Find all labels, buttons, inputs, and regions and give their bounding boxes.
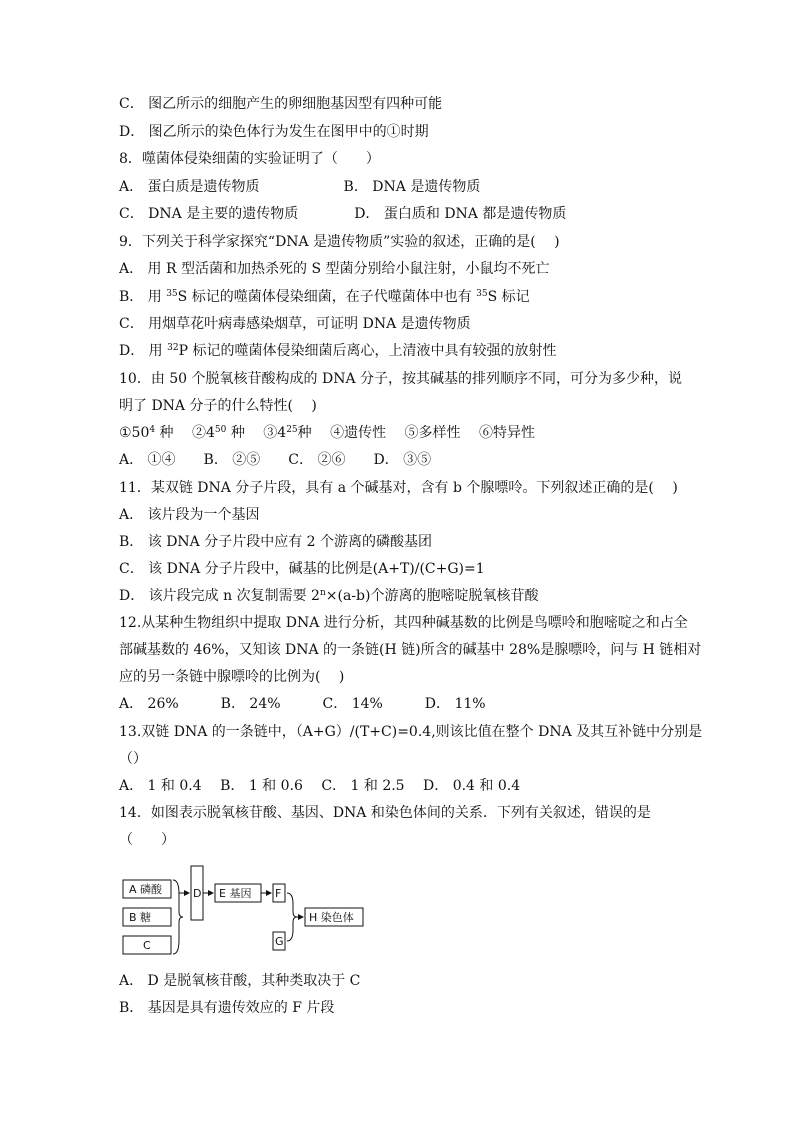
q8-options-ab: A． 蛋白质是遗传物质 B． DNA 是遗传物质 [119,179,481,195]
q13-answers: A． 1 和 0.4 B． 1 和 0.6 C． 1 和 2.5 D． 0.4 和 0.4 [119,778,521,794]
box-g-label: G [275,935,284,948]
box-h-label: H 染色体 [309,911,354,924]
q12-stem-line3: 应的另一条链中腺嘌呤的比例为( ) [119,669,345,685]
q14-option-a: A． D 是脱氧核苷酸，其种类取决于 C [119,973,361,989]
q9-option-a: A． 用 R 型活菌和加热杀死的 S 型菌分别给小鼠注射，小鼠均不死亡 [119,261,550,277]
q11-option-b: B． 该 DNA 分子片段中应有 2 个游离的磷酸基团 [119,534,433,550]
q11-option-c: C． 该 DNA 分子片段中，碱基的比例是(A+T)/(C+G)=1 [119,561,485,577]
relationship-diagram [119,862,369,962]
q14-option-b: B． 基因是具有遗传效应的 F 片段 [119,1000,335,1016]
q10-answers: A． ①④ B． ②⑤ C． ②⑥ D． ③⑤ [119,452,432,468]
q10-stem-line1: 10．由 50 个脱氧核苷酸构成的 DNA 分子，按其碱基的排列顺序不同，可分为多少种，说 [119,371,683,387]
box-b-label: B 糖 [129,911,152,924]
box-f-label: F [275,887,282,900]
q8-stem: 8．噬菌体侵染细菌的实验证明了（ ） [119,151,380,167]
box-a-label: A 磷酸 [129,883,163,896]
q9-option-b: B． 用 $^{35}$S 标记的噬菌体侵染细菌，在子代噬菌体中也有 $^{35}$S 标记 [119,289,530,305]
q14-stem-line2: （ ） [119,832,175,848]
q13-stem-line1: 13.双链 DNA 的一条链中，（A+G）/(T+C)=0.4,则该比值在整个 DNA 及其互补链中分别是 [119,724,703,740]
brace-abc [173,880,183,954]
box-e-label: E 基因 [219,887,252,900]
q10-choices: $①50^4$ 种 $②4^{50}$ 种 $③4^{25}$种 ④遗传性 ⑤多样性 ⑥特异性 [119,425,535,441]
q13-stem-line2: （） [119,751,147,767]
diagram-svg [119,862,369,962]
q11-option-a: A． 该片段为一个基因 [119,507,260,523]
q8-options-cd: C． DNA 是主要的遗传物质 D． 蛋白质和 DNA 都是遗传物质 [119,206,567,222]
q9-option-c: C． 用烟草花叶病毒感染烟草，可证明 DNA 是遗传物质 [119,316,471,332]
q7-option-c: C． 图乙所示的细胞产生的卵细胞基因型有四种可能 [119,96,443,112]
q10-stem-line2: 明了 DNA 分子的什么特性( ) [119,398,317,414]
q11-option-d: D． 该片段完成 n 次复制需要 $2^n\times(a-b)$个游离的胞嘧啶脱氧核苷酸 [119,588,539,604]
box-c-label: C [143,939,151,952]
q12-answers: A． 26% B． 24% C． 14% D． 11% [119,696,486,712]
brace-fg [287,893,297,941]
q14-stem-line1: 14．如图表示脱氧核苷酸、基因、DNA 和染色体间的关系．下列有关叙述，错误的是 [119,805,651,821]
q9-option-d: D． 用 $^{32}$P 标记的噬菌体侵染细菌后离心，上清液中具有较强的放射性 [119,343,557,359]
q12-stem-line1: 12.从某种生物组织中提取 DNA 进行分析，其四种碱基数的比例是鸟嘌呤和胞嘧啶之和占全 [119,615,688,631]
q7-option-d: D． 图乙所示的染色体行为发生在图甲中的①时期 [119,124,429,140]
q9-stem: 9．下列关于科学家探究“DNA 是遗传物质”实验的叙述，正确的是( ) [119,234,560,250]
q11-stem: 11．某双链 DNA 分子片段，具有 a 个碱基对，含有 b 个腺嘌呤。下列叙述正确的是( ) [119,480,678,496]
box-d-label: D [193,887,202,900]
q12-stem-line2: 部碱基数的 46%，又知该 DNA 的一条链(H 链)所含的碱基中 28%是腺嘌呤，问与 H 链相对 [119,642,702,658]
